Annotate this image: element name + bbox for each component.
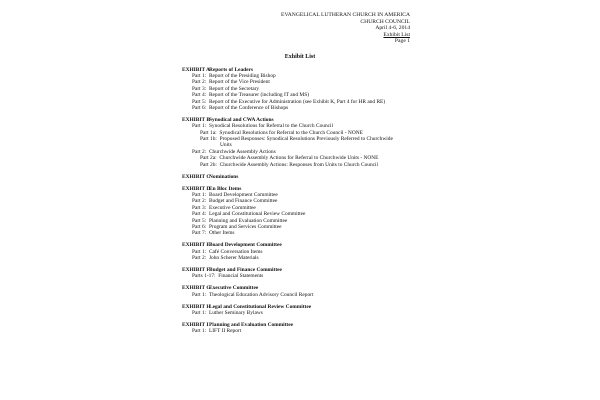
part-label: Part 2b:	[200, 161, 217, 168]
part-label: Part 7:	[192, 230, 207, 237]
part-label: Part 2:	[192, 255, 207, 262]
exhibit-part	[182, 105, 442, 111]
exhibit-title: Executive Committee	[209, 285, 259, 292]
exhibit-section	[182, 117, 442, 168]
exhibit-part	[182, 230, 442, 236]
exhibit-id: EXHIBIT A	[182, 66, 210, 73]
part-text: Other Items	[208, 230, 235, 237]
part-text: Board Development Committee	[208, 191, 278, 198]
part-text: Churchwide Assembly Actions: Responses from Units to Church Council	[219, 161, 379, 168]
exhibit-section	[182, 174, 442, 180]
header-date: April 4-6, 2014	[375, 25, 410, 32]
part-text: Financial Statements	[218, 273, 264, 280]
part-text: Program and Services Committee	[208, 223, 282, 230]
exhibit-part	[182, 310, 442, 316]
part-text: LIFT II Report	[208, 328, 242, 335]
exhibit-title: Budget and Finance Committee	[209, 266, 282, 273]
part-label: Part 1:	[192, 123, 207, 130]
part-label: Part 3:	[192, 85, 207, 92]
exhibit-title: Reports of Leaders	[209, 66, 254, 73]
part-text: Synodical Resolutions for Referral to the Church Council	[208, 123, 334, 130]
exhibit-heading	[182, 174, 442, 180]
part-label: Part 2:	[192, 79, 207, 86]
part-text: Budget and Finance Committee	[208, 198, 278, 205]
header-body: CHURCH COUNCIL	[360, 18, 410, 25]
exhibit-part	[182, 255, 442, 261]
header-doc: Exhibit List	[383, 31, 410, 38]
part-text: Report of the Treasurer (including IT and MS)	[208, 92, 309, 99]
part-text: Report of the Conference of Bishops	[208, 104, 289, 111]
part-label: Part 5:	[192, 217, 207, 224]
part-text: Legal and Constitutional Review Committee	[208, 211, 306, 218]
part-label: Part 4:	[192, 211, 207, 218]
part-text: John Scherer Materials	[208, 255, 259, 262]
part-label: Part 3:	[192, 204, 207, 211]
part-text: Synodical Resolutions for Referral to the Church Council - NONE	[219, 129, 363, 136]
exhibit-title: Nominations	[209, 173, 239, 180]
part-text: Report of the Secretary	[208, 85, 260, 92]
exhibit-part	[182, 162, 442, 168]
exhibit-id: EXHIBIT H	[182, 303, 211, 310]
part-label: Part 2a:	[200, 155, 217, 162]
part-label: Part 1:	[192, 72, 207, 79]
part-text: Churchwide Assembly Actions for Referral to Churchwide Units - NONE	[219, 155, 379, 162]
exhibit-section	[182, 186, 442, 237]
part-text: Report of the Executive for Administration (see Exhibit K, Part 4 for HR and RE)	[208, 98, 386, 105]
part-label: Part 1:	[192, 310, 207, 316]
part-label: Part 2:	[192, 148, 207, 155]
part-text: Café Conversation Items	[208, 248, 263, 255]
part-label: Part 4:	[192, 92, 207, 99]
part-label: Part 1:	[192, 328, 207, 335]
exhibit-title: Planning and Evaluation Committee	[209, 321, 294, 328]
exhibit-title: En Bloc Items	[209, 185, 242, 192]
part-label: Part 1b:	[200, 136, 217, 143]
part-text: Churchwide Assembly Actions	[208, 148, 276, 155]
header-page: Page 1	[394, 38, 410, 45]
exhibit-section	[182, 285, 442, 298]
part-text: Units	[220, 142, 232, 149]
header-org: EVANGELICAL LUTHERAN CHURCH IN AMERICA	[281, 12, 410, 18]
exhibit-title: Legal and Constitutional Review Committee	[209, 303, 312, 310]
exhibit-section	[182, 304, 442, 317]
exhibit-id: EXHIBIT C	[182, 173, 211, 180]
part-label: Part 1a:	[200, 129, 217, 136]
part-label: Part 1:	[192, 248, 207, 255]
part-text: Report of the Vice President	[208, 79, 270, 86]
part-text: Luther Seminary Bylaws	[208, 310, 263, 316]
exhibit-section	[182, 67, 442, 112]
exhibit-title: Synodical and CWA Actions	[209, 116, 274, 123]
part-text: Executive Committee	[208, 204, 256, 211]
part-label: Part 1:	[192, 291, 207, 298]
part-label: Part 5:	[192, 98, 207, 105]
exhibit-part	[182, 292, 442, 298]
exhibit-section	[182, 322, 442, 335]
exhibit-id: EXHIBIT B	[182, 116, 210, 123]
exhibit-id: EXHIBIT F	[182, 266, 210, 273]
exhibit-title: Board Development Committee	[209, 242, 282, 249]
part-label: Part 6:	[192, 104, 207, 111]
exhibit-part	[182, 273, 442, 279]
exhibit-section	[182, 267, 442, 280]
page-title: Exhibit List	[284, 54, 316, 60]
part-text: Report of the Presiding Bishop	[208, 72, 276, 79]
part-label: Parts 1-17:	[192, 273, 216, 280]
exhibit-id: EXHIBIT G	[182, 285, 211, 292]
exhibit-id: EXHIBIT I	[182, 321, 209, 328]
part-label: Part 6:	[192, 223, 207, 230]
part-label: Part 2:	[192, 198, 207, 205]
exhibit-section	[182, 242, 442, 261]
part-text: Proposed Responses: Synodical Resolutions Previously Referred to Churchwide	[219, 136, 393, 143]
exhibit-list	[182, 61, 442, 335]
exhibit-id: EXHIBIT D	[182, 185, 211, 192]
part-text: Theological Education Advisory Council Report	[208, 291, 314, 298]
part-label: Part 1:	[192, 191, 207, 198]
exhibit-part	[182, 328, 442, 334]
document-header	[281, 12, 410, 45]
part-text: Planning and Evaluation Committee	[208, 217, 288, 224]
exhibit-id: EXHIBIT E	[182, 242, 210, 249]
